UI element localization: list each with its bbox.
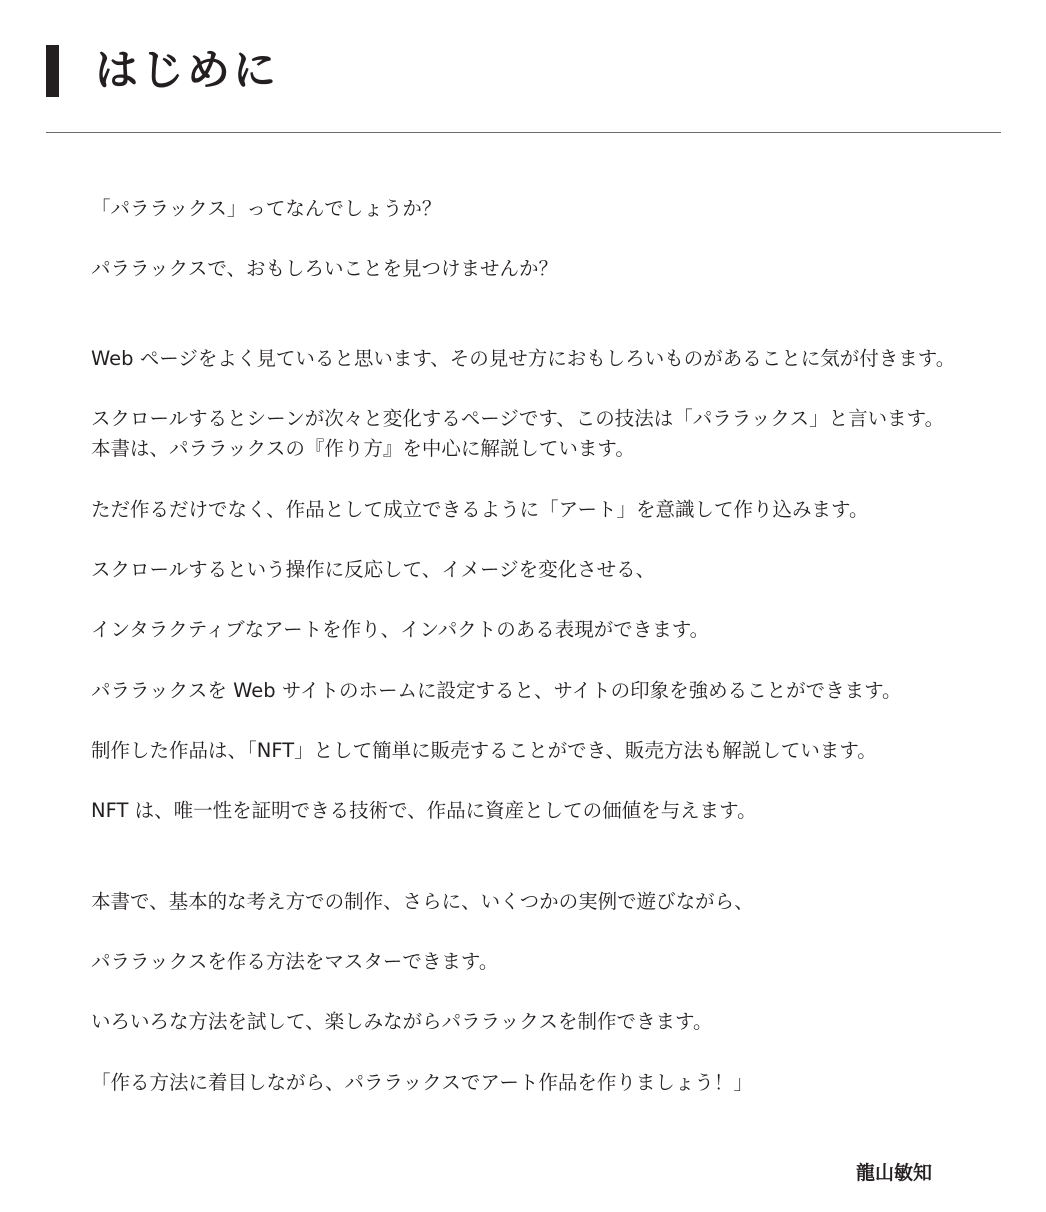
- paragraph: パララックスを作る方法をマスターできます。: [91, 950, 499, 973]
- paragraph: 「パララックス」ってなんでしょうか？: [91, 197, 442, 220]
- paragraph: 本書で、基本的な考え方での制作、さらに、いくつかの実例で遊びながら、: [91, 890, 754, 913]
- heading-bar-marker: [46, 45, 59, 97]
- paragraph: NFT は、唯一性を証明できる技術で、作品に資産としての価値を与えます。: [91, 799, 757, 822]
- section-heading: [46, 44, 279, 98]
- page-title: はじめに: [95, 46, 279, 96]
- paragraph: スクロールするとシーンが次々と変化するページです、この技法は「パララックス」と言います。: [91, 407, 945, 430]
- paragraph: いろいろな方法を試して、楽しみながらパララックスを制作できます。: [91, 1010, 713, 1033]
- paragraph: 制作した作品は、「NFT」として簡単に販売することができ、販売方法も解説しています。: [91, 739, 877, 762]
- paragraph-continuation: 本書は、パララックスの『作り方』を中心に解説しています。: [91, 437, 635, 460]
- paragraph: 「作る方法に着目しながら、パララックスでアート作品を作りましょう！」: [91, 1071, 753, 1094]
- author-signature: 龍山敏知: [856, 1162, 933, 1184]
- paragraph: Web ページをよく見ていると思います、その見せ方におもしろいものがあることに気が付きます。: [91, 347, 956, 370]
- paragraph: インタラクティブなアートを作り、インパクトのある表現ができます。: [91, 618, 710, 641]
- paragraph: パララックスを Web サイトのホームに設定すると、サイトの印象を強めることができます。: [91, 679, 902, 702]
- paragraph: ただ作るだけでなく、作品として成立できるように「アート」を意識して作り込みます。: [91, 498, 869, 521]
- paragraph: パララックスで、おもしろいことを見つけませんか？: [91, 257, 559, 280]
- heading-divider: [46, 132, 1001, 133]
- paragraph: スクロールするという操作に反応して、イメージを変化させる、: [91, 558, 656, 581]
